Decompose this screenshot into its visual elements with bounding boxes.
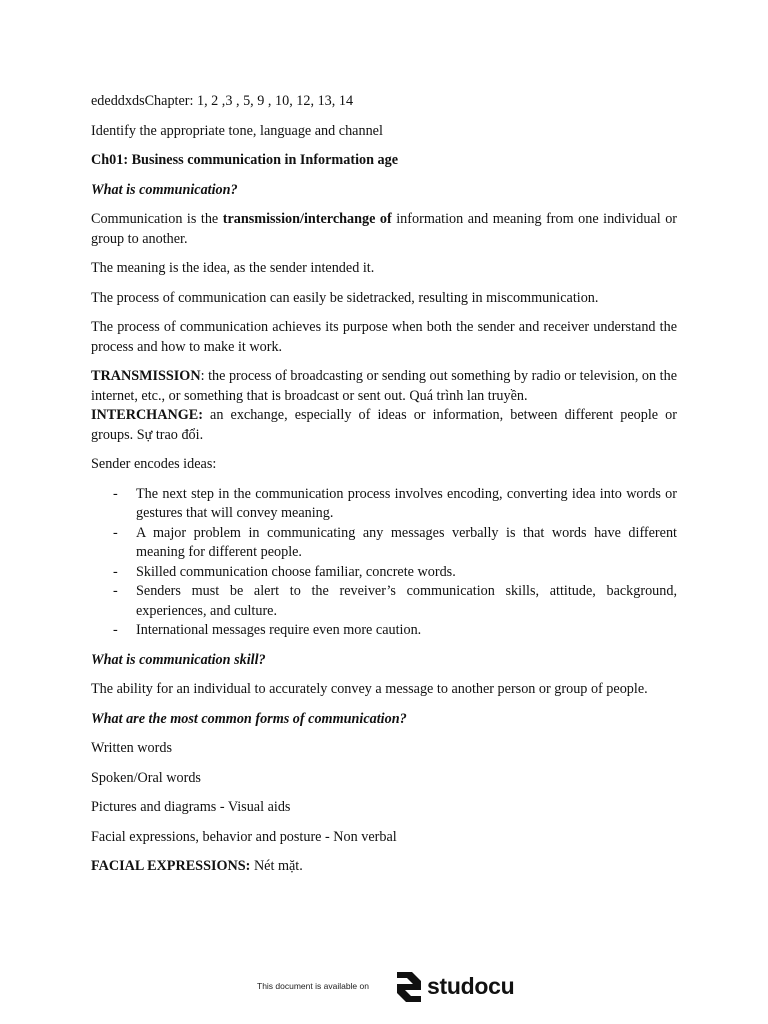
paragraph-facial (91, 857, 677, 877)
intro-line: Identify the appropriate tone, language and channel (91, 122, 383, 139)
term-interchange: INTERCHANGE: (91, 407, 203, 423)
term-facial-expressions: FACIAL EXPRESSIONS: (91, 858, 251, 874)
list-item (91, 563, 677, 583)
paragraph-meaning: The meaning is the idea, as the sender intended it. (91, 260, 375, 276)
question-common-forms: What are the most common forms of communication? (91, 710, 407, 727)
encoding-list (91, 485, 677, 641)
paragraph-purpose: The process of communication achieves its purpose when both the sender and receiver understand the process and how to make it work. (91, 319, 677, 355)
dash-marker: - (113, 524, 118, 541)
list-item (91, 621, 677, 641)
paragraph-terms (91, 367, 677, 445)
definition-post: information and meaning from one individual or group to another. (91, 211, 678, 247)
header-line: ededdxdsChapter: 1, 2 ,3 , 5, 9 , 10, 12, 13, 14 (91, 93, 354, 109)
document-body (91, 92, 677, 887)
availability-note: This document is available on (257, 981, 369, 991)
form-nonverbal: Facial expressions, behavior and posture - Non verbal (91, 828, 397, 845)
paragraph-sidetracked: The process of communication can easily be sidetracked, resulting in miscommunication. (91, 289, 599, 306)
dash-marker: - (113, 622, 118, 638)
list-item-text: A major problem in communicating any messages verbally is that words have different meaning for different people. (136, 524, 677, 560)
paragraph-definition (91, 210, 677, 249)
studocu-logo-icon (394, 970, 424, 1004)
list-item-text: The next step in the communication process involves encoding, converting idea into words or gestures that will convey meaning. (136, 485, 677, 521)
chapter-title: Ch01: Business communication in Information age (91, 152, 399, 168)
form-written: Written words (91, 740, 172, 756)
term-transmission: TRANSMISSION (91, 368, 201, 384)
studocu-logo[interactable] (394, 970, 518, 1004)
list-item-text: Skilled communication choose familiar, concrete words. (136, 563, 456, 580)
list-item (91, 524, 677, 563)
def-interchange: an exchange, especially of ideas or information, between different people or groups. Sự trao đổi. (91, 407, 677, 443)
dash-marker: - (113, 583, 118, 599)
studocu-wordmark: studocu (427, 973, 515, 999)
dash-marker: - (113, 485, 118, 502)
form-spoken: Spoken/Oral words (91, 769, 201, 786)
paragraph-skill-definition: The ability for an individual to accurately convey a message to another person or group of people. (91, 681, 648, 697)
paragraph-sender-encodes: Sender encodes ideas: (91, 456, 217, 472)
form-visual: Pictures and diagrams - Visual aids (91, 799, 291, 815)
dash-marker: - (113, 563, 118, 580)
question-communication-skill: What is communication skill? (91, 651, 266, 668)
list-item-text: Senders must be alert to the reveiver’s communication skills, attitude, background, experiences, and culture. (136, 583, 677, 619)
definition-bold: transmission/interchange of (222, 211, 392, 227)
def-facial-expressions: Nét mặt. (250, 858, 303, 874)
list-item-text: International messages require even more caution. (136, 622, 422, 638)
list-item (91, 582, 677, 621)
definition-pre: Communication is the (91, 211, 223, 227)
list-item (91, 485, 677, 524)
question-what-is-communication: What is communication? (91, 181, 238, 198)
footer-banner (0, 966, 768, 1006)
def-transmission: : the process of broadcasting or sending out something by radio or television, on the internet, etc., or something that is broadcast or sent out. Quá trình lan truyền. (91, 368, 677, 404)
